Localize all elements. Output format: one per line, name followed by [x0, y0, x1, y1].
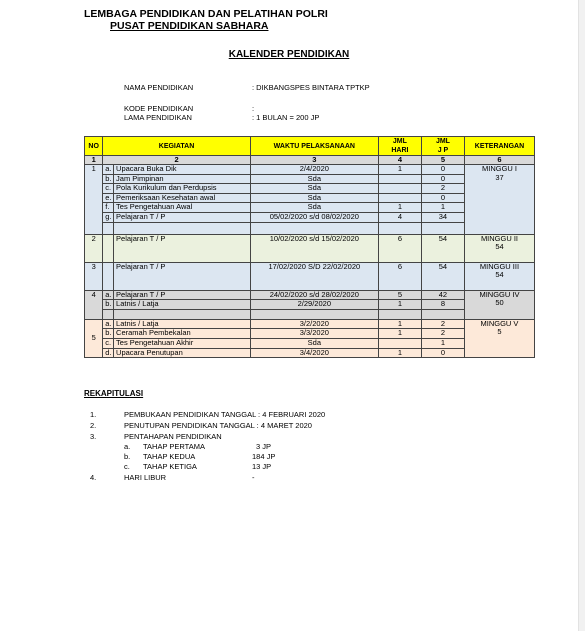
- rekap-text: PENUTUPAN PENDIDIKAN TANGGAL : 4 MARET 2020: [124, 421, 312, 430]
- rekap-value: -: [252, 473, 255, 482]
- institution-subname: PUSAT PENDIDIKAN SABHARA: [110, 20, 269, 32]
- table-row: b. Latnis / Latja 2/29/2020 1 8: [85, 300, 535, 310]
- group-no: 5: [85, 319, 103, 357]
- group-no: 1: [85, 165, 103, 235]
- column-number-row: 1 2 3 4 5 6: [85, 156, 535, 165]
- keterangan-cell: MINGGU V 5: [464, 319, 534, 357]
- table-row: 4 a. Pelajaran T / P 24/02/2020 s/d 28/02/2020 5 42 MINGGU IV 50: [85, 290, 535, 300]
- tahap-name: TAHAP PERTAMA: [143, 442, 205, 451]
- lama-value: : 1 BULAN = 200 JP: [252, 113, 320, 122]
- document-title: KALENDER PENDIDIKAN: [228, 49, 350, 60]
- tahap-value: 3 JP: [256, 442, 272, 451]
- lama-label: LAMA PENDIDIKAN: [124, 113, 192, 122]
- keterangan-cell: MINGGU IV 50: [464, 290, 534, 319]
- kode-label: KODE PENDIDIKAN: [124, 104, 194, 113]
- nama-label: NAMA PENDIDIKAN: [124, 83, 194, 92]
- col-header-keterangan: KETERANGAN: [464, 137, 534, 156]
- table-row: d. Upacara Penutupan 3/4/2020 1 0: [85, 348, 535, 358]
- rekap-num: 1.: [90, 410, 97, 419]
- rekap-text: PENTAHAPAN PENDIDIKAN: [124, 432, 222, 441]
- table-row: 5 a. Latnis / Latja 3/2/2020 1 2 MINGGU V 5: [85, 319, 535, 329]
- table-row: c. Tes Pengetahuan Akhir Sda 1: [85, 338, 535, 348]
- rekapitulasi-title: REKAPITULASI: [84, 389, 144, 398]
- rekap-text: PEMBUKAAN PENDIDIKAN TANGGAL : 4 FEBRUARI 2020: [124, 410, 326, 419]
- rekap-num: 3.: [90, 432, 97, 441]
- table-row: f. Tes Pengetahuan Awal Sda 1 1: [85, 203, 535, 213]
- group-no: 4: [85, 290, 103, 319]
- tahap-value: 13 JP: [252, 462, 272, 471]
- group-no: 3: [85, 262, 103, 290]
- tahap-letter: c.: [124, 462, 130, 471]
- keterangan-cell: MINGGU II 54: [464, 234, 534, 262]
- col-header-no: NO: [85, 137, 103, 156]
- table-row: 1 a. Upacara Buka Dik 2/4/2020 1 0 MINGGU I 37: [85, 165, 535, 175]
- table-row: e. Pemeriksaan Kesehatan awal Sda 0: [85, 193, 535, 203]
- group-no: 2: [85, 234, 103, 262]
- table-row: b. Ceramah Pembekalan 3/3/2020 1 2: [85, 329, 535, 339]
- tahap-letter: a.: [124, 442, 131, 451]
- col-header-jml-jp: JML J P: [421, 137, 464, 156]
- tahap-value: 184 JP: [252, 452, 276, 461]
- table-row: g. Pelajaran T / P 05/02/2020 s/d 08/02/2020 4 34: [85, 212, 535, 222]
- keterangan-cell: MINGGU I 37: [464, 165, 534, 235]
- col-header-waktu: WAKTU PELAKSANAAN: [250, 137, 378, 156]
- col-header-kegiatan: KEGIATAN: [103, 137, 250, 156]
- institution-name: LEMBAGA PENDIDIKAN DAN PELATIHAN POLRI: [84, 8, 328, 20]
- nama-value: : DIKBANGSPES BINTARA TPTKP: [252, 83, 370, 92]
- rekap-num: 2.: [90, 421, 97, 430]
- table-row: b. Jam Pimpinan Sda 0: [85, 174, 535, 184]
- tahap-name: TAHAP KETIGA: [143, 462, 197, 471]
- keterangan-cell: MINGGU III 54: [464, 262, 534, 290]
- table-row: 3 Pelajaran T / P 17/02/2020 S/D 22/02/2020 6 54 MINGGU III 54: [85, 262, 535, 290]
- col-header-jml-hari: JML HARI: [378, 137, 421, 156]
- rekap-num: 4.: [90, 473, 97, 482]
- table-row: c. Pola Kurikulum dan Perdupsis Sda 2: [85, 184, 535, 194]
- kode-value: :: [252, 104, 255, 113]
- tahap-letter: b.: [124, 452, 131, 461]
- rekap-text: HARI LIBUR: [124, 473, 167, 482]
- schedule-table: [84, 136, 535, 358]
- tahap-name: TAHAP KEDUA: [143, 452, 196, 461]
- table-row: 2 Pelajaran T / P 10/02/2020 s/d 15/02/2020 6 54 MINGGU II 54: [85, 234, 535, 262]
